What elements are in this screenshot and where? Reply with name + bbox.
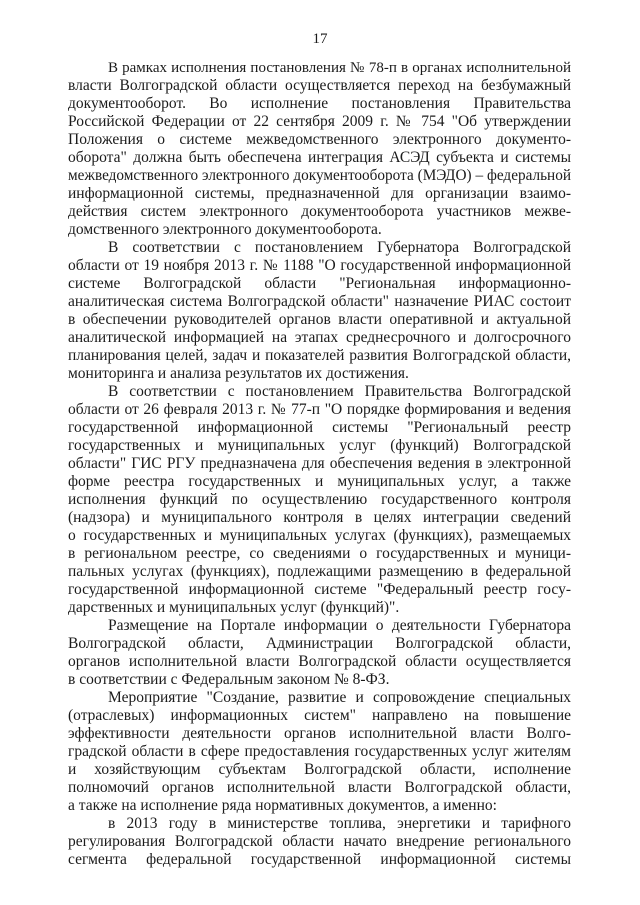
text-line: В соответствии с постановлением Правительства Волгоградской xyxy=(108,383,571,400)
text-line: оборота" должна быть обеспечена интеграция АСЭД субъекта и системы xyxy=(68,149,571,166)
text-line: В соответствии с постановлением Губернатора Волгоградской xyxy=(108,239,571,256)
paragraph xyxy=(68,59,571,239)
text-line: информационной системы, предназначенной для организации взаимо- xyxy=(68,185,571,202)
text-line: аналитическая система Волгоградской области" назначение РИАС состоит xyxy=(68,293,571,310)
text-line: форме реестра государственных и муниципальных услуг, а также xyxy=(68,473,571,490)
text-line: власти Волгоградской области осуществляется переход на безбумажный xyxy=(68,77,571,94)
text-line: области от 19 ноября 2013 г. № 1188 "О государственной информационной xyxy=(68,257,571,274)
text-line: области от 26 февраля 2013 г. № 77-п "О порядке формирования и ведения xyxy=(68,401,571,418)
paragraph xyxy=(68,815,571,869)
text-line: регулирования Волгоградской области начато внедрение регионального xyxy=(68,833,571,850)
text-line: органов исполнительной власти Волгоградской области осуществляется xyxy=(68,653,571,670)
text-line: Положения о системе межведомственного электронного документо- xyxy=(68,131,571,148)
text-line: домственного электронного документооборота. xyxy=(68,221,382,238)
text-line: о государственных и муниципальных услугах (функциях), размещаемых xyxy=(68,527,571,544)
text-line: в обеспечении руководителей органов власти оперативной и актуальной xyxy=(68,311,571,328)
text-line: градской области в сфере предоставления государственных услуг жителям xyxy=(68,743,571,760)
text-line: Российской Федерации от 22 сентября 2009 г. № 754 "Об утверждении xyxy=(68,113,571,130)
text-line: государственной информационной системы "Региональный реестр xyxy=(68,419,571,436)
text-line: полномочий органов исполнительной власти Волгоградской области, xyxy=(68,779,571,796)
text-line: области" ГИС РГУ предназначена для обеспечения ведения в электронной xyxy=(68,455,571,472)
paragraph xyxy=(68,239,571,383)
text-line: Волгоградской области, Администрации Волгоградской области, xyxy=(68,635,571,652)
text-line: в региональном реестре, со сведениями о государственных и муници- xyxy=(68,545,571,562)
text-line: межведомственного электронного документооборота (МЭДО) – федеральной xyxy=(68,167,571,184)
page-number: 17 xyxy=(312,31,328,47)
text-line: Размещение на Портале информации о деятельности Губернатора xyxy=(108,617,571,634)
text-line: системе Волгоградской области "Региональная информационно- xyxy=(68,275,571,292)
text-line: государственных и муниципальных услуг (функций) Волгоградской xyxy=(68,437,571,454)
text-line: (отраслевых) информационных систем" направлено на повышение xyxy=(68,707,571,724)
text-line: действия систем электронного документооборота участников межве- xyxy=(68,203,571,220)
text-line: и хозяйствующим субъектам Волгоградской области, исполнение xyxy=(68,761,571,778)
text-line: исполнения функций по осуществлению государственного контроля xyxy=(68,491,571,508)
text-line: государственной информационной системе "Федеральный реестр госу- xyxy=(68,581,571,598)
text-line: В рамках исполнения постановления № 78-п в органах исполнительной xyxy=(108,60,571,76)
text-line: планирования целей, задач и показателей развития Волгоградской области, xyxy=(68,347,571,364)
text-line: (надзора) и муниципального контроля в целях интеграции сведений xyxy=(68,509,571,526)
text-line: дарственных и муниципальных услуг (функций)". xyxy=(68,599,400,616)
text-line: аналитической информацией на этапах среднесрочного и долгосрочного xyxy=(68,329,571,346)
text-line: эффективности деятельности органов исполнительной власти Волго- xyxy=(68,725,571,742)
text-line: сегмента федеральной государственной информационной системы xyxy=(68,851,571,868)
paragraph xyxy=(68,617,571,689)
text-line: в соответствии с Федеральным законом № 8-ФЗ. xyxy=(68,671,390,688)
text-line: Мероприятие "Создание, развитие и сопровождение специальных xyxy=(108,689,571,706)
text-line: мониторинга и анализа результатов их достижения. xyxy=(68,365,409,382)
text-line: а также на исполнение ряда нормативных документов, а именно: xyxy=(68,797,497,814)
paragraph xyxy=(68,383,571,617)
document-body xyxy=(68,59,571,869)
text-line: в 2013 году в министерстве топлива, энергетики и тарифного xyxy=(108,815,571,832)
paragraph xyxy=(68,689,571,815)
text-line: пальных услугах (функциях), подлежащими размещению в федеральной xyxy=(68,563,571,580)
text-line: документооборот. Во исполнение постановления Правительства xyxy=(68,95,571,112)
